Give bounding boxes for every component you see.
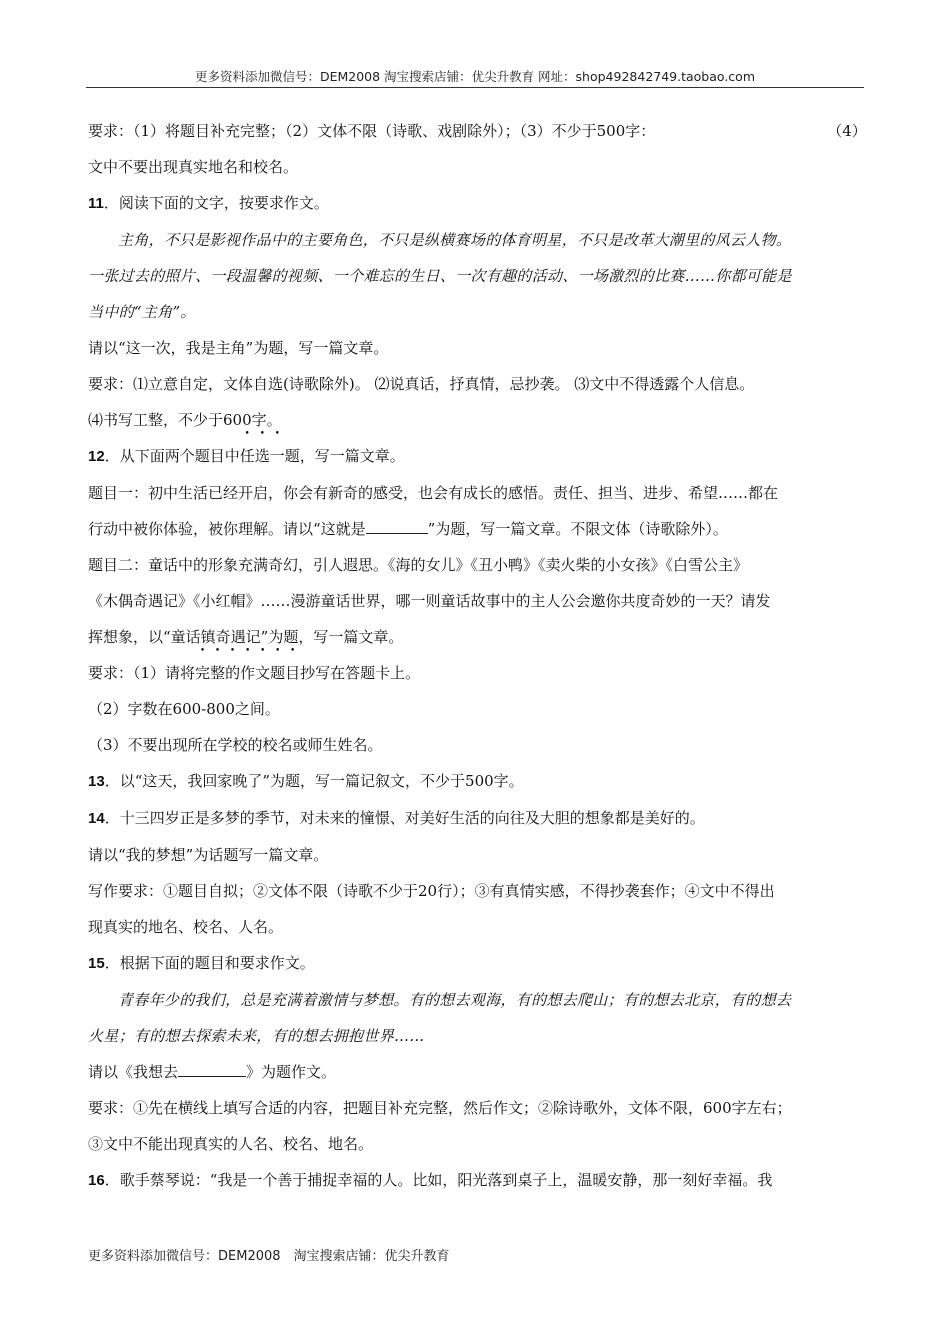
q15-passage-1: 青春年少的我们，总是充满着激情与梦想。有的想去观海，有的想去爬山；有的想去北京，有的想去 bbox=[118, 991, 792, 1009]
q12-topic-2-b: 《木偶奇遇记》《小红帽》……漫游童话世界，哪一则童话故事中的主人公会邀你共度奇妙的一天？请发 bbox=[88, 592, 771, 610]
q15-prompt-post: 》为题作文。 bbox=[246, 1063, 337, 1081]
fill-in-blank-line bbox=[178, 1062, 246, 1077]
q11-prompt: 请以“这一次，我是主角”为题，写一篇文章。 bbox=[88, 339, 389, 357]
q16-number: 16 bbox=[88, 1172, 105, 1189]
emphasis-char: 的 bbox=[225, 664, 241, 682]
emphasis-char: 任 bbox=[239, 447, 255, 465]
q13-number: 13 bbox=[88, 773, 105, 790]
q12-emphasis-full-title bbox=[195, 664, 300, 682]
q15-requirement-1: 要求：①先在横线上填写合适的内容，把题目补充完整，然后作文；②除诗歌外，文体不限，600字左右； bbox=[88, 1099, 792, 1117]
page-footer: 更多资料添加微信号：DEM2008 淘宝搜索店铺：优尖升教育 bbox=[88, 1249, 450, 1264]
q11-passage-1: 主角，不只是影视作品中的主要角色，不只是纵横赛场的体育明星，不只是改革大潮里的风云人物。 bbox=[118, 231, 792, 249]
q14-number: 14 bbox=[88, 810, 105, 827]
q11-title-text: ．阅读下面的文字，按要求作文。 bbox=[103, 194, 329, 212]
q12-topic-1-b-post: ”为题，写一篇文章。不限文体（诗歌除外）。 bbox=[427, 520, 728, 538]
q12-topic-1-b-pre: 行动中被你体验，被你理解。请以“这就是 bbox=[88, 520, 366, 538]
intro-line-1: 要求：（1）将题目补充完整；（2）文体不限（诗歌、戏剧除外）；（3）不少于500字： bbox=[88, 122, 656, 140]
q15-passage-2: 火星；有的想去探索未来，有的想去拥抱世界…… bbox=[88, 1027, 425, 1045]
q15-title bbox=[88, 945, 866, 982]
intro-requirements bbox=[88, 113, 866, 149]
q12-emphasis-choose-one bbox=[240, 447, 285, 465]
q15-prompt bbox=[88, 1054, 866, 1090]
q12-req1-post: 抄写在答题卡上。 bbox=[300, 664, 421, 682]
q12-req1-pre: 要求：（1）请将 bbox=[88, 664, 196, 682]
emphasis-char: 一 bbox=[269, 447, 285, 465]
q13-title bbox=[88, 763, 866, 800]
q14-text: ．十三四岁正是多梦的季节，对未来的憧憬、对美好生活的向往及大胆的想象都是美好的。 bbox=[104, 809, 705, 827]
emphasis-char: 目 bbox=[285, 664, 301, 682]
intro-line-2: 文中不要出现真实地名和校名。 bbox=[88, 158, 299, 176]
fill-in-blank-line bbox=[366, 519, 428, 534]
emphasis-char: 作 bbox=[240, 664, 256, 682]
q11-number: 11 bbox=[88, 195, 104, 212]
q15-prompt-pre: 请以《我想去 bbox=[88, 1063, 179, 1081]
q12-topic-1-a: 题目一：初中生活已经开启，你会有新奇的感受，也会有成长的感悟。责任、担当、进步、希望……都在 bbox=[88, 484, 779, 502]
q12-requirement-1 bbox=[88, 655, 866, 691]
q14-requirement-2: 现真实的地名、校名、人名。 bbox=[88, 918, 284, 936]
page-header: 更多资料添加微信号：DEM2008 淘宝搜索店铺：优尖升教育 网址：shop492842749.taobao.com bbox=[194, 69, 756, 84]
document-body bbox=[88, 113, 866, 1199]
q11-title bbox=[88, 185, 866, 222]
q12-requirement-3: （3）不要出现所在学校的校名或师生姓名。 bbox=[88, 736, 383, 754]
intro-line-1-tail: （4） bbox=[827, 122, 867, 140]
q15-number: 15 bbox=[88, 955, 105, 972]
q12-title-post: 题，写一篇文章。 bbox=[284, 447, 405, 465]
q13-text: ．以“这天，我回家晚了”为题，写一篇记叙文，不少于500字。 bbox=[104, 772, 524, 790]
q11-passage-3: 当中的“主角”。 bbox=[88, 303, 196, 321]
header-divider bbox=[86, 87, 864, 88]
q12-requirement-2: （2）字数在600-800之间。 bbox=[88, 700, 280, 718]
q12-title bbox=[88, 438, 866, 475]
q11-requirement-2: ⑷书写工整，不少于600字。 bbox=[88, 411, 282, 429]
emphasis-char: 完 bbox=[195, 664, 211, 682]
q11-requirement-1: 要求：⑴立意自定，文体自选(诗歌除外)。 ⑵说真话，抒真情，忌抄袭。 ⑶文中不得透露个人信息。 bbox=[88, 375, 755, 393]
q15-title-text: ．根据下面的题目和要求作文。 bbox=[104, 954, 315, 972]
q12-title-pre: ．从下面两个题目中 bbox=[104, 447, 240, 465]
q12-topic-2-a: 题目二：童话中的形象充满奇幻，引人遐思。《海的女儿》《丑小鸭》《卖火柴的小女孩》《白雪公主》 bbox=[88, 556, 749, 574]
q12-topic-1-b bbox=[88, 511, 866, 547]
q16-text: ．歌手蔡琴说：“我是一个善于捕捉幸福的人。比如，阳光落到桌子上，温暖安静，那一刻好幸福。我 bbox=[104, 1171, 773, 1189]
q12-topic-2-c: 挥想象，以“童话镇奇遇记”为题，写一篇文章。 bbox=[88, 628, 404, 646]
q14-prompt: 请以“我的梦想”为话题写一篇文章。 bbox=[88, 846, 329, 864]
q16-title bbox=[88, 1162, 866, 1199]
q11-passage-2: 一张过去的照片、一段温馨的视频、一个难忘的生日、一次有趣的活动、一场激烈的比赛……你都可能是 bbox=[88, 267, 792, 285]
emphasis-char: 题 bbox=[270, 664, 286, 682]
emphasis-char: 文 bbox=[255, 664, 271, 682]
emphasis-char: 选 bbox=[254, 447, 270, 465]
q14-requirement-1: 写作要求：①题目自拟；②文体不限（诗歌不少于20行）；③有真情实感，不得抄袭套作；④文中不得出 bbox=[88, 882, 775, 900]
emphasis-char: 整 bbox=[210, 664, 226, 682]
q14-title bbox=[88, 800, 866, 837]
q12-number: 12 bbox=[88, 448, 105, 465]
q15-requirement-2: ③文中不能出现真实的人名、校名、地名。 bbox=[88, 1135, 374, 1153]
